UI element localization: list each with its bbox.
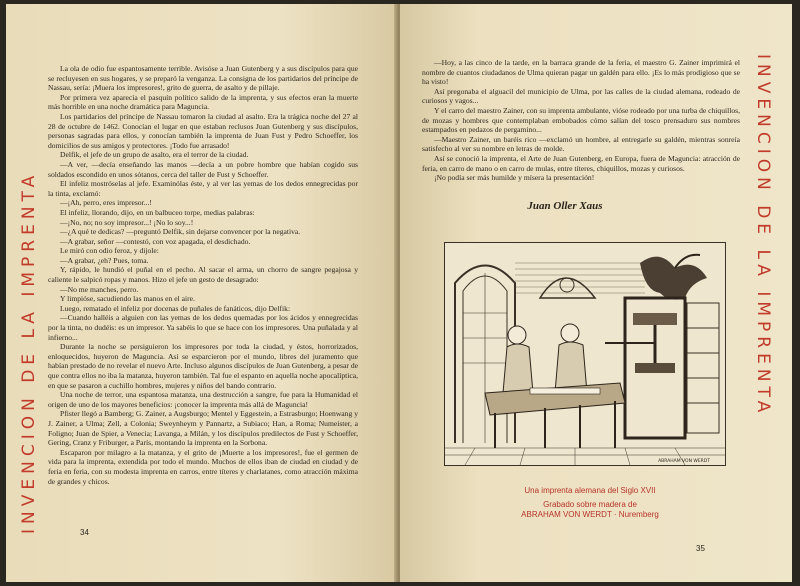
running-title-left: INVENCION DE LA IMPRENTA	[19, 170, 39, 534]
paragraph: Escaparon por milagro a la matanza, y el grito de ¡Muerte a los impresores!, fue el germen de vida para la imprenta, extendida por todo el mundo. Muchos de ellos iban de ciudad en ciudad y de feria en feria, con su modesta imprenta en carros, entre títeres y charlatanes, como atracción máxima de grandes y chicos.	[48, 447, 358, 486]
paragraph: —A grabar, señor —contestó, con voz apagada, el desdichado.	[60, 236, 251, 246]
paragraph: Así se conoció la imprenta, el Arte de Juan Gutenberg, en Europa, fuera de Maguncia: atracción de feria, en carro de mano o en carro de mulas, entre títeres, chiquillos, mozas y curiosos.	[422, 153, 740, 173]
paragraph: Le miró con odio feroz, y dijole:	[60, 246, 159, 256]
paragraph: Una noche de terror, una espantosa matanza, una destrucción a sangre, fue para la Humanidad el origen de uno de los mayores beneficios: ¡conocer la imprenta más allá de Maguncia!	[48, 390, 358, 409]
paragraph: Pfister llegó a Bamberg; G. Zainer, a Augsburgo; Mentel y Eggestein, a Estrasburgo; Hoenwang y J. Zainer, a Ulma; Zell, a Colonia; Sweynheym y Pannartz, a Subiaco; Han, a Roma; Numeister, a Foligno; Juan de Spier, a Venecia; Lavanga, a Milán, y los discípulos predilectos de Fust y Schoeffer, Gering, Cranz y Friburger, a París, montando la imprenta en la Sorbona.	[48, 409, 358, 448]
paragraph: —A ver, —decía enseñando las manos —decía a un pobre hombre que habían cogido sus soldados escondido en unos sótanos, cerca del taller de Fust y Schoeffer.	[48, 159, 358, 179]
paragraph: —A grabar, ¿eh? Pues, toma.	[60, 255, 149, 265]
caption-artist: ABRAHAM VON WERDT · Nuremberg	[521, 510, 659, 519]
page-number-right: 35	[696, 544, 705, 553]
paragraph: Así pregonaba el alguacil del municipio de Ulma, por las calles de la ciudad alemana, rodeado de curiosos y vagos...	[422, 86, 740, 106]
paragraph: Por primera vez aparecía el pasquín político salido de la imprenta, y sus efectos eran la muerte más horrible en una noche dramática para Maguncia.	[48, 92, 358, 112]
paragraph: —No me manches, perro.	[60, 284, 139, 294]
caption-credit-line: Grabado sobre madera de	[543, 500, 637, 509]
left-page	[6, 4, 398, 582]
paragraph: Y, rápido, le hundió el puñal en el pecho. Al sacar el arma, un chorro de sangre pegajosa y caliente le salpicó ropas y manos. Hizo el jefe un gesto de desagrado:	[48, 265, 358, 285]
woodcut-engraving-image	[444, 242, 726, 466]
right-page	[400, 4, 792, 582]
right-page-text	[422, 58, 740, 183]
paragraph: ¡No podía ser más humilde y mísera la presentación!	[434, 173, 595, 183]
paragraph: —¡No, no; no soy impresor...! ¡No lo soy...!	[60, 217, 194, 227]
paragraph: Durante la noche se persiguieron los impresores por toda la ciudad, y éstos, horrorizados, enloquecidos, huyeron de Maguncia. Así se esparcieron por el mundo, libres del juramento que habían prestado de no revelar el nuevo Arte. Incluso algunos discípulos de Juan Gutenberg, a pesar de que contra ellos no iba la matanza, huyeron también. Tal fue el espanto en aquella noche apocalíptica, en que se pasaron a cuchillo hombres, mujeres y niños del bando contrario.	[48, 342, 358, 390]
author-name: Juan Oller Xaus	[527, 200, 603, 212]
running-title-right: INVENCION DE LA IMPRENTA	[753, 54, 773, 418]
caption-title: Una imprenta alemana del Siglo XVII	[524, 486, 656, 495]
paragraph: La ola de odio fue espantosamente terrible. Avisóse a Juan Gutenberg y a sus discípulos para que se recluyesen en sus hogares, y se preparó la venganza. La consigna de los partidarios del príncipe de Nassau, sería: ¡Muera los impresores!, grito de guerra, de asalto y de pillaje.	[48, 64, 358, 93]
engraving-signature: ABRAHAM VON WERDT	[658, 459, 710, 464]
paragraph: —Cuando halléis a alguien con las yemas de los dedos quemadas por los ácidos y ennegrecidas por la tinta, no dudéis: es un impresor. Ya sabéis lo que se hace con los impresores. Una puñalada y al infierno...	[48, 313, 358, 342]
paragraph: Y el carro del maestro Zainer, con su imprenta ambulante, vióse rodeado por una turba de chiquillos, de mozas y hombres que contemplaban embobados cómo salían del tosco prensaduro sus nombres estampados en pedazos de pergamino...	[422, 105, 740, 135]
paragraph: —Maestro Zainer, un baréis rico —exclamó un hombre, al entregarle su galdén, mientras sonreía satisfecho al ver su nombre en letras de molde.	[422, 134, 740, 154]
open-book	[6, 4, 794, 582]
paragraph: Los partidarios del príncipe de Nassau tomaron la ciudad al asalto. Era la trágica noche del 27 al 28 de octubre de 1462. Conocían el lugar en que estaban reclusos Juan Gutenberg y sus discípulos, personas sagradas para ellos, y conocían también la imprenta de Juan Fust y Pedro Schoeffer, los domicilios de sus amigos y protectores. ¡Todo fue arrasado!	[48, 111, 358, 150]
paragraph: El infeliz, llorando, dijo, en un balbuceo torpe, medias palabras:	[60, 207, 255, 217]
paragraph: Delfik, el jefe de un grupo de asalto, era el terror de la ciudad.	[60, 150, 249, 160]
paragraph: El infeliz mostróselas al jefe. Examinólas éste, y al ver las yemas de los dedos ennegrecidas por la tinta, exclamó:	[48, 179, 358, 198]
printing-shop-engraving	[445, 243, 725, 465]
paragraph: —¡Ah, perro, eres impresor...!	[60, 198, 152, 208]
page-number-left: 34	[80, 528, 89, 537]
paragraph: Luego, rematado el infeliz por docenas de puñales de fanáticos, dijo Delfik:	[60, 303, 291, 313]
left-page-text	[48, 64, 358, 524]
paragraph: Y limpióse, sacudiendo las manos en el aire.	[60, 294, 195, 304]
paragraph: —¿A qué te dedicas? —preguntó Delfik, sin dejarse convencer por la negativa.	[60, 227, 301, 237]
paragraph: —Hoy, a las cinco de la tarde, en la barraca grande de la feria, el maestro G. Zainer imprimirá el nombre de cuantos ciudadanos de Ulma quieran pagar un galdén para ello. ¡Es lo más prodigioso que se ha visto!	[422, 58, 740, 87]
